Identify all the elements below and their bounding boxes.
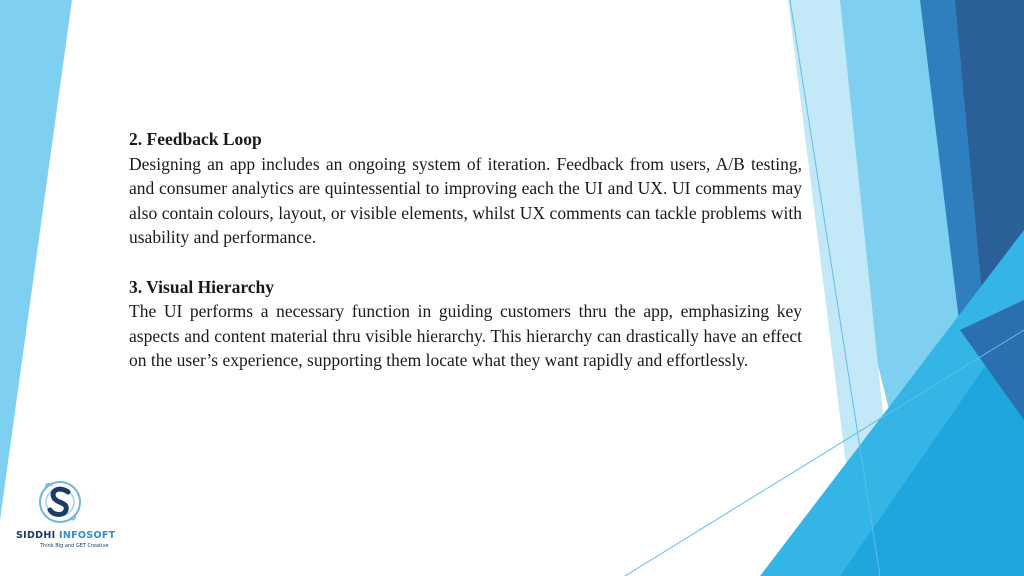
section-body: The UI performs a necessary function in guiding customers thru the app, emphasizing key aspects and content material thru visible hierarchy. This hierarchy can drastically have an effect on the user’s experience, supporting them locate what they want rapidly and effortlessly. bbox=[129, 301, 802, 371]
logo-emblem-icon bbox=[16, 478, 116, 530]
logo-wordmark bbox=[16, 530, 115, 541]
section-visual-hierarchy bbox=[129, 275, 802, 373]
logo-name-part2: INFOSOFT bbox=[59, 530, 116, 541]
siddhi-infosoft-logo bbox=[16, 478, 116, 554]
logo-tagline: Think Big and GET Creative bbox=[40, 543, 109, 549]
section-heading: 2. Feedback Loop bbox=[129, 129, 262, 149]
left-accent-shape bbox=[0, 0, 72, 520]
section-body: Designing an app includes an ongoing system of iteration. Feedback from users, A/B testing, and consumer analytics are quintessential to improving each the UI and UX. UI comments may also contain colours, layout, or visible elements, whilst UX comments can tackle problems with usability and performance. bbox=[129, 153, 802, 248]
section-feedback-loop bbox=[129, 127, 802, 250]
section-heading: 3. Visual Hierarchy bbox=[129, 276, 275, 297]
content-area bbox=[129, 127, 802, 398]
logo-name-part1: SIDDHI bbox=[16, 530, 60, 541]
